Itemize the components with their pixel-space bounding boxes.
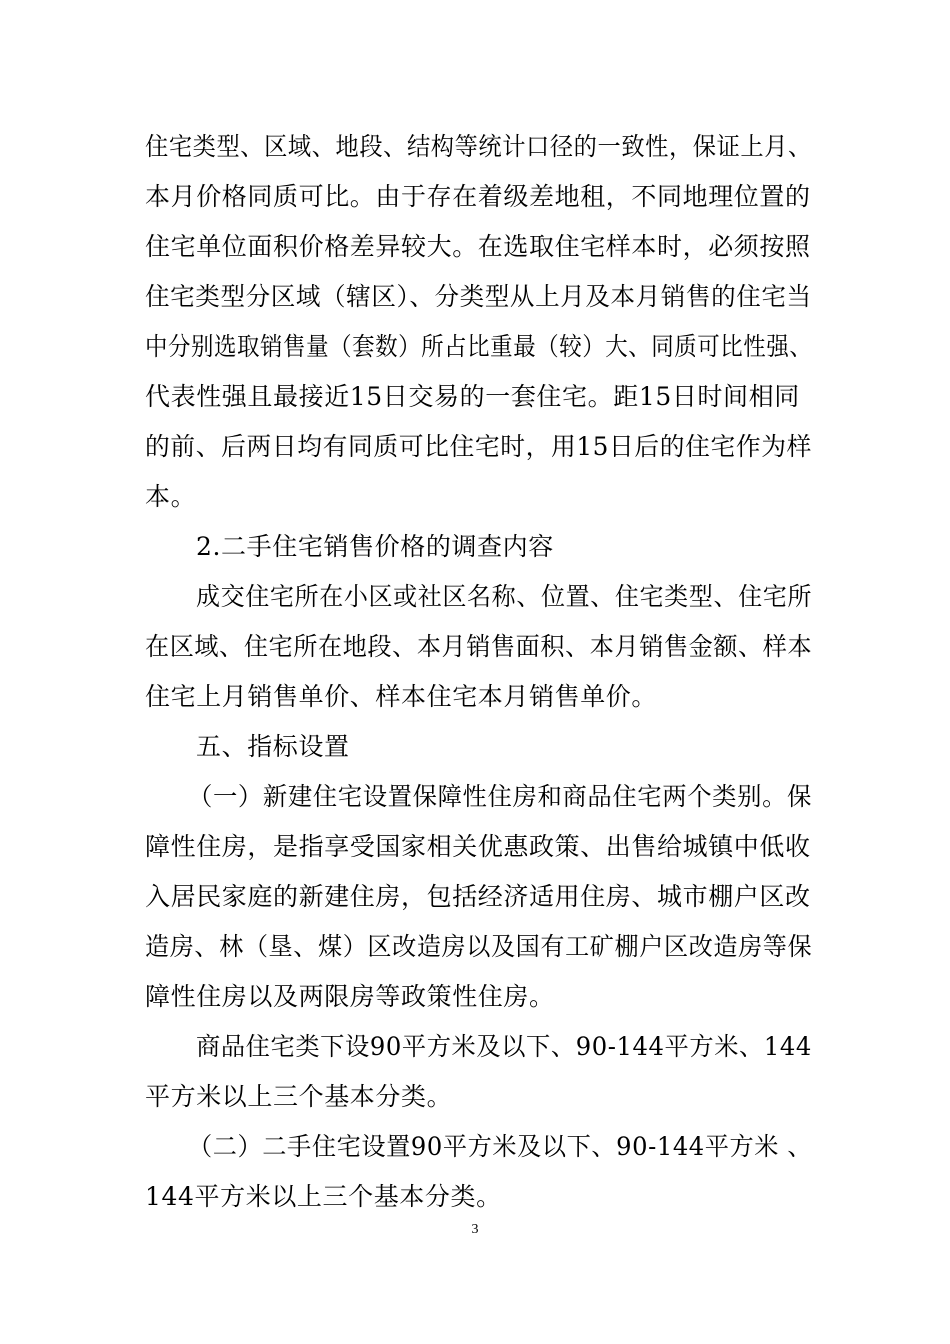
text-line: 住宅单位面积价格差异较大。在选取住宅样本时，必须按照 — [145, 232, 811, 261]
text-line: （一）新建住宅设置保障性住房和商品住宅两个类别。保 — [188, 782, 813, 811]
text-line: 的前、后两日均有同质可比住宅时，用15日后的住宅作为样 — [145, 432, 813, 461]
text-line: 住宅类型分区域（辖区）、分类型从上月及本月销售的住宅当 — [145, 282, 812, 311]
text-line: 障性住房，是指享受国家相关优惠政策、出售给城镇中低收 — [145, 832, 811, 861]
text-line: 住宅类型、区域、地段、结构等统计口径的一致性，保证上月、 — [145, 132, 812, 161]
text-line: 商品住宅类下设90平方米及以下、90-144平方米、144 — [196, 1032, 812, 1061]
text-line: 中分别选取销售量（套数）所占比重最（较）大、同质可比性强、 — [145, 332, 813, 361]
text-line: 代表性强且最接近15日交易的一套住宅。距15日时间相同 — [145, 382, 800, 411]
text-line: 在区域、住宅所在地段、本月销售面积、本月销售金额、样本 — [145, 632, 813, 661]
text-line: （二）二手住宅设置90平方米及以下、90-144平方米 、 — [188, 1132, 813, 1161]
text-line: 平方米以上三个基本分类。 — [145, 1082, 453, 1111]
text-line: 本月价格同质可比。由于存在着级差地租，不同地理位置的 — [145, 182, 811, 211]
section-heading: 2.二手住宅销售价格的调查内容 — [196, 532, 554, 561]
text-line: 成交住宅所在小区或社区名称、位置、住宅类型、住宅所 — [196, 582, 813, 611]
text-line: 住宅上月销售单价、样本住宅本月销售单价。 — [145, 682, 658, 711]
text-line: 本。 — [145, 482, 197, 511]
text-line: 144平方米以上三个基本分类。 — [145, 1182, 502, 1211]
section-heading: 五、指标设置 — [196, 732, 350, 761]
text-line: 障性住房以及两限房等政策性住房。 — [145, 982, 555, 1011]
text-line: 入居民家庭的新建住房，包括经济适用住房、城市棚户区改 — [145, 882, 811, 911]
text-line: 造房、林（垦、煤）区改造房以及国有工矿棚户区改造房等保 — [145, 932, 813, 961]
page-number: 3 — [471, 1222, 479, 1237]
